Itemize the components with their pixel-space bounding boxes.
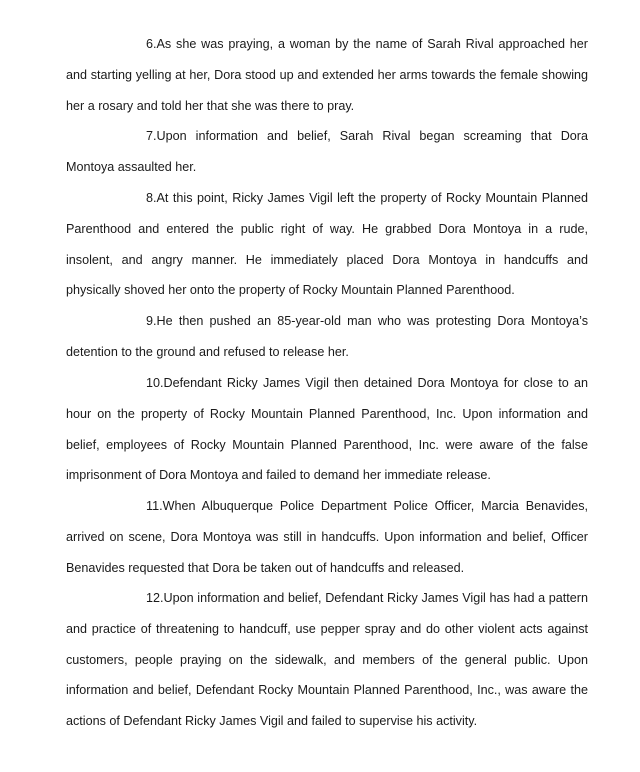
paragraph-12 bbox=[66, 583, 588, 737]
paragraph-7 bbox=[66, 121, 588, 183]
paragraph-number: 7. bbox=[146, 129, 157, 143]
paragraph-text: Upon information and belief, Defendant Ricky James Vigil has had a pattern and practice of threatening to handcuff, use pepper spray and do other violent acts against customers, people praying on the sidewalk, and members of the general public. Upon information and belief, Defendant Rocky Mountain Planned Parenthood, Inc., was aware the actions of Defendant Ricky James Vigil and failed to supervise his activity. bbox=[66, 591, 588, 729]
paragraph-11 bbox=[66, 491, 588, 583]
paragraph-number: 12. bbox=[146, 591, 164, 605]
paragraph-text: When Albuquerque Police Department Police Officer, Marcia Benavides, arrived on scene, Dora Montoya was still in handcuffs. Upon information and belief, Officer Benavides requested that Dora be taken out of handcuffs and released. bbox=[66, 499, 588, 575]
paragraph-text: He then pushed an 85-year-old man who was protesting Dora Montoya’s detention to the ground and refused to release her. bbox=[66, 314, 588, 359]
paragraph-number: 6. bbox=[146, 37, 157, 51]
paragraph-6 bbox=[66, 29, 588, 121]
paragraph-9 bbox=[66, 306, 588, 368]
paragraph-text: Defendant Ricky James Vigil then detained Dora Montoya for close to an hour on the property of Rocky Mountain Planned Parenthood, Inc. Upon information and belief, employees of Rocky Mountain Planned Parenthood, Inc. were aware of the false imprisonment of Dora Montoya and failed to demand her immediate release. bbox=[66, 376, 588, 483]
paragraph-text: As she was praying, a woman by the name of Sarah Rival approached her and starting yelling at her, Dora stood up and extended her arms towards the female showing her a rosary and told her that she was there to pray. bbox=[66, 37, 588, 113]
paragraph-number: 8. bbox=[146, 191, 157, 205]
paragraph-text: Upon information and belief, Sarah Rival began screaming that Dora Montoya assaulted her. bbox=[66, 129, 588, 174]
paragraph-8 bbox=[66, 183, 588, 306]
paragraph-number: 10. bbox=[146, 376, 164, 390]
paragraph-number: 9. bbox=[146, 314, 157, 328]
paragraph-10 bbox=[66, 368, 588, 491]
paragraph-number: 11. bbox=[146, 499, 163, 513]
paragraph-text: At this point, Ricky James Vigil left the property of Rocky Mountain Planned Parenthood and entered the public right of way. He grabbed Dora Montoya in a rude, insolent, and angry manner. He immediately placed Dora Montoya in handcuffs and physically shoved her onto the property of Rocky Mountain Planned Parenthood. bbox=[66, 191, 588, 298]
